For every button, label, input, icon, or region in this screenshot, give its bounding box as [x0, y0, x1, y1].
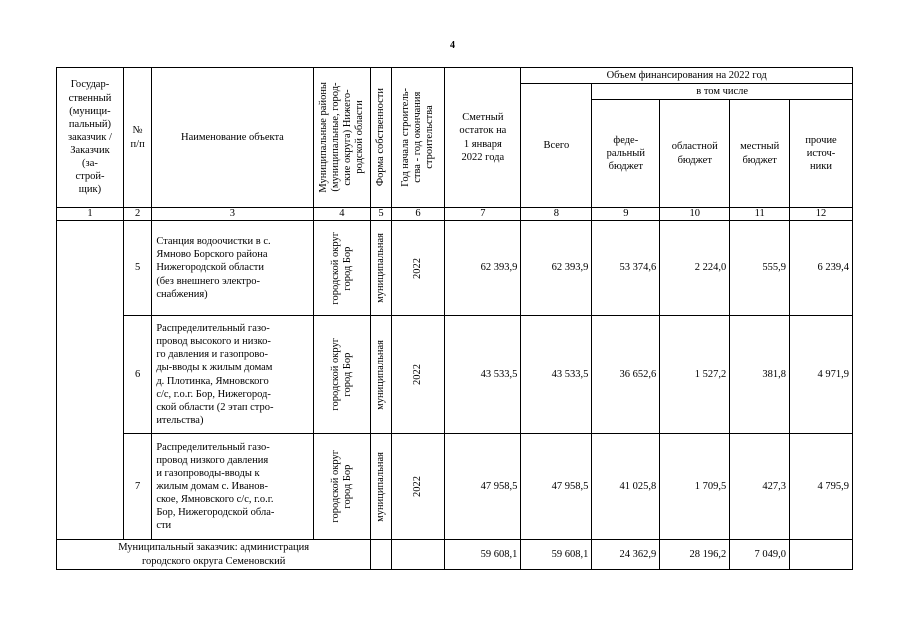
row-district: городской округ город Бор	[313, 316, 371, 434]
col-number: 4	[313, 208, 371, 221]
col-number: 12	[790, 208, 853, 221]
row-ownership: муниципальная	[371, 434, 391, 540]
summary-local: 7 049,0	[730, 540, 790, 570]
customer-cell	[57, 221, 124, 540]
header-financing: Объем финансирования на 2022 год	[521, 68, 853, 84]
row-local: 427,3	[730, 434, 790, 540]
row-federal: 41 025,8	[592, 434, 660, 540]
summary-total: 59 608,1	[521, 540, 592, 570]
summary-row	[57, 540, 853, 570]
row-balance: 62 393,9	[445, 221, 521, 316]
summary-label: Муниципальный заказчик: администрация городского округа Семеновский	[57, 540, 371, 570]
row-local: 555,9	[730, 221, 790, 316]
row-pp: 7	[123, 434, 151, 540]
row-name: Станция водоочистки в с. Ямново Борского района Нижегородской области (без внешнего электро- снабжения)	[152, 221, 313, 316]
financing-table	[56, 67, 853, 570]
header-balance: Сметный остаток на 1 января 2022 года	[445, 68, 521, 208]
col-number: 10	[660, 208, 730, 221]
row-name: Распределительный газо- провод низкого давления и газопроводы-вводы к жилым домам с. Иванов- ское, Ямновского с/с, г.о.г. Бор, Нижегородской обла- сти	[152, 434, 313, 540]
col-number: 2	[123, 208, 151, 221]
header-other: прочие источ- ники	[790, 100, 853, 208]
col-number: 1	[57, 208, 124, 221]
header-pp: № п/п	[123, 68, 151, 208]
header-total: Всего	[521, 84, 592, 208]
row-pp: 6	[123, 316, 151, 434]
row-total: 47 958,5	[521, 434, 592, 540]
row-other: 4 971,9	[790, 316, 853, 434]
col-number: 3	[152, 208, 313, 221]
header-federal: феде- ральный бюджет	[592, 100, 660, 208]
row-total: 43 533,5	[521, 316, 592, 434]
summary-empty	[371, 540, 391, 570]
header-districts: Муниципальные районы (муниципальные, город- ские округа) Нижего- родской области	[313, 68, 371, 208]
row-district: городской округ город Бор	[313, 221, 371, 316]
col-number: 7	[445, 208, 521, 221]
row-balance: 43 533,5	[445, 316, 521, 434]
row-regional: 2 224,0	[660, 221, 730, 316]
header-regional: областной бюджет	[660, 100, 730, 208]
row-total: 62 393,9	[521, 221, 592, 316]
col-number: 11	[730, 208, 790, 221]
summary-federal: 24 362,9	[592, 540, 660, 570]
header-including: в том числе	[592, 84, 853, 100]
row-ownership: муниципальная	[371, 316, 391, 434]
col-number: 5	[371, 208, 391, 221]
header-name: Наименование объекта	[152, 68, 313, 208]
table-row	[57, 221, 853, 316]
row-year: 2022	[391, 434, 445, 540]
row-year: 2022	[391, 221, 445, 316]
summary-empty	[391, 540, 445, 570]
row-district: городской округ город Бор	[313, 434, 371, 540]
header-local: местный бюджет	[730, 100, 790, 208]
header-ownership: Форма собственности	[371, 68, 391, 208]
row-pp: 5	[123, 221, 151, 316]
row-regional: 1 527,2	[660, 316, 730, 434]
row-other: 4 795,9	[790, 434, 853, 540]
row-other: 6 239,4	[790, 221, 853, 316]
header-customer: Государ- ственный (муници- пальный) заказчик / Заказчик (за- строй- щик)	[57, 68, 124, 208]
col-number: 8	[521, 208, 592, 221]
header-years: Год начала строитель- ства - год окончания строительства	[391, 68, 445, 208]
row-federal: 36 652,6	[592, 316, 660, 434]
row-year: 2022	[391, 316, 445, 434]
summary-other	[790, 540, 853, 570]
col-number: 6	[391, 208, 445, 221]
table-row	[57, 434, 853, 540]
summary-regional: 28 196,2	[660, 540, 730, 570]
summary-balance: 59 608,1	[445, 540, 521, 570]
row-local: 381,8	[730, 316, 790, 434]
row-regional: 1 709,5	[660, 434, 730, 540]
table-row	[57, 316, 853, 434]
row-federal: 53 374,6	[592, 221, 660, 316]
col-number: 9	[592, 208, 660, 221]
page-number: 4	[450, 40, 455, 51]
row-name: Распределительный газо- провод высокого и низко- го давления и газопрово- ды-вводы к жилым домам д. Плотинка, Ямновского с/с, г.о.г. Бор, Нижегород- ской области (2 этап стро- ительства)	[152, 316, 313, 434]
row-balance: 47 958,5	[445, 434, 521, 540]
row-ownership: муниципальная	[371, 221, 391, 316]
